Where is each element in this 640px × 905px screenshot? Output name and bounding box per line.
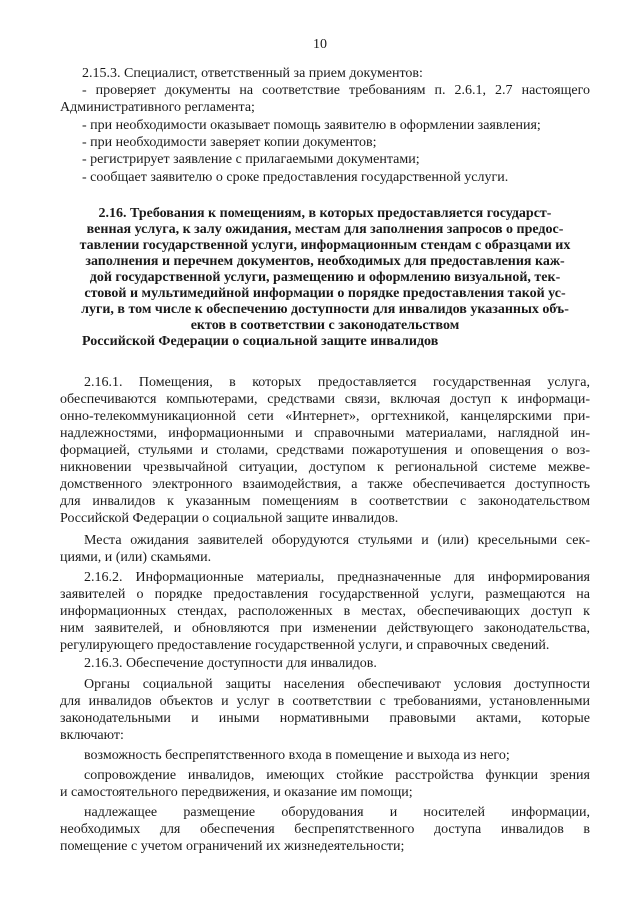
para-placement-line: надлежащее размещение оборудования и носителей информации, <box>84 805 590 820</box>
para-escort-line: и самостоятельного передвижения, и оказание им помощи; <box>60 785 413 800</box>
para-access: возможность беспрепятственного входа в помещение и выхода из него; <box>84 748 510 763</box>
para-2161-line: онно-телекоммуникационной сети «Интернет», оргтехникой, канцелярскими при- <box>60 409 590 424</box>
sec-2153-item-4: - регистрирует заявление с прилагаемыми документами; <box>82 152 420 167</box>
para-2162-line: регулирующего предоставление государственной услуги, и справочных сведений. <box>60 638 550 653</box>
para-organs-line: Органы социальной защиты населения обеспечивают условия доступности <box>84 677 590 692</box>
para-2162-line: заявителей о порядке предоставления государственной услуги, размещаются на <box>60 587 590 602</box>
sec-2153-title: 2.15.3. Специалист, ответственный за прием документов: <box>82 66 423 81</box>
heading-216-line: Российской Федерации о социальной защите инвалидов <box>82 334 439 349</box>
para-2163: 2.16.3. Обеспечение доступности для инвалидов. <box>84 656 377 671</box>
page-number: 10 <box>313 37 327 52</box>
para-2161-line: никновении чрезвычайной ситуации, доступом к региональной системе межве- <box>60 460 590 475</box>
para-escort-line: сопровождение инвалидов, имеющих стойкие расстройства функции зрения <box>84 768 590 783</box>
para-2161-line: для инвалидов к указанным помещениям в соответствии с законодательством <box>60 494 590 509</box>
para-organs-line: законодательными и иными нормативными правовыми актами, которые <box>60 711 590 726</box>
para-2161-line: формацией, стульями и столами, средствами пожаротушения и оповещения о воз- <box>60 443 590 458</box>
sec-2153-item-3: - при необходимости заверяет копии документов; <box>82 135 377 150</box>
heading-216-line: луги, в том числе к обеспечению доступности для инвалидов указанных объ- <box>81 302 569 317</box>
sec-2153-item-2: - при необходимости оказывает помощь заявителю в оформлении заявления; <box>82 118 541 133</box>
para-2161-line: обеспечиваются компьютерами, средствами связи, включая доступ к информаци- <box>60 392 590 407</box>
para-2161-line: надлежностями, информационными и справочными материалами, наглядной ин- <box>60 426 590 441</box>
heading-216-line: 2.16. Требования к помещениям, в которых предоставляется государст- <box>98 206 552 221</box>
heading-216-line: ектов в соответствии с законодательством <box>190 318 460 333</box>
para-placement-line: помещение с учетом ограничений их жизнедеятельности; <box>60 839 405 854</box>
para-2162-line: ним заявителей, и обновляются при изменении действующего законодательства, <box>60 621 590 636</box>
sec-2153-item-5: - сообщает заявителю о сроке предоставления государственной услуги. <box>82 170 509 185</box>
para-waiting-line: Места ожидания заявителей оборудуются стульями и (или) кресельными сек- <box>84 533 590 548</box>
sec-2153-item-1: - проверяет документы на соответствие требованиям п. 2.6.1, 2.7 настоящего <box>82 83 590 98</box>
heading-216-line: дой государственной услуги, размещению и оформлению визуальной, тек- <box>89 270 561 285</box>
para-organs-line: для инвалидов объектов и услуг в соответствии с требованиями, установленными <box>60 694 590 709</box>
heading-216-line: заполнения и перечнем документов, необходимых для предоставления каж- <box>85 254 565 269</box>
para-organs-line: включают: <box>60 728 124 743</box>
heading-216-line: венная услуга, к залу ожидания, местам для заполнения запросов о предос- <box>86 222 564 237</box>
heading-216-line: стовой и мультимедийной информации о порядке предоставления такой ус- <box>84 286 566 301</box>
sec-2153-item-1-cont: Административного регламента; <box>60 100 255 115</box>
para-waiting-line: циями, и (или) скамьями. <box>60 550 212 565</box>
heading-216-line: тавлении государственной услуги, информационным стендам с образцами их <box>79 238 571 253</box>
para-2162-line: 2.16.2. Информационные материалы, предназначенные для информирования <box>84 570 590 585</box>
para-2162-line: информационных стендах, расположенных в местах, обеспечивающих доступ к <box>60 604 590 619</box>
para-2161-line: домственного электронного взаимодействия, а также обеспечивается доступность <box>60 477 590 492</box>
para-2161-line: Российской Федерации о социальной защите инвалидов. <box>60 511 399 526</box>
para-2161-line: 2.16.1. Помещения, в которых предоставляется государственная услуга, <box>84 375 590 390</box>
para-placement-line: необходимых для обеспечения беспрепятственного доступа инвалидов в <box>60 822 590 837</box>
